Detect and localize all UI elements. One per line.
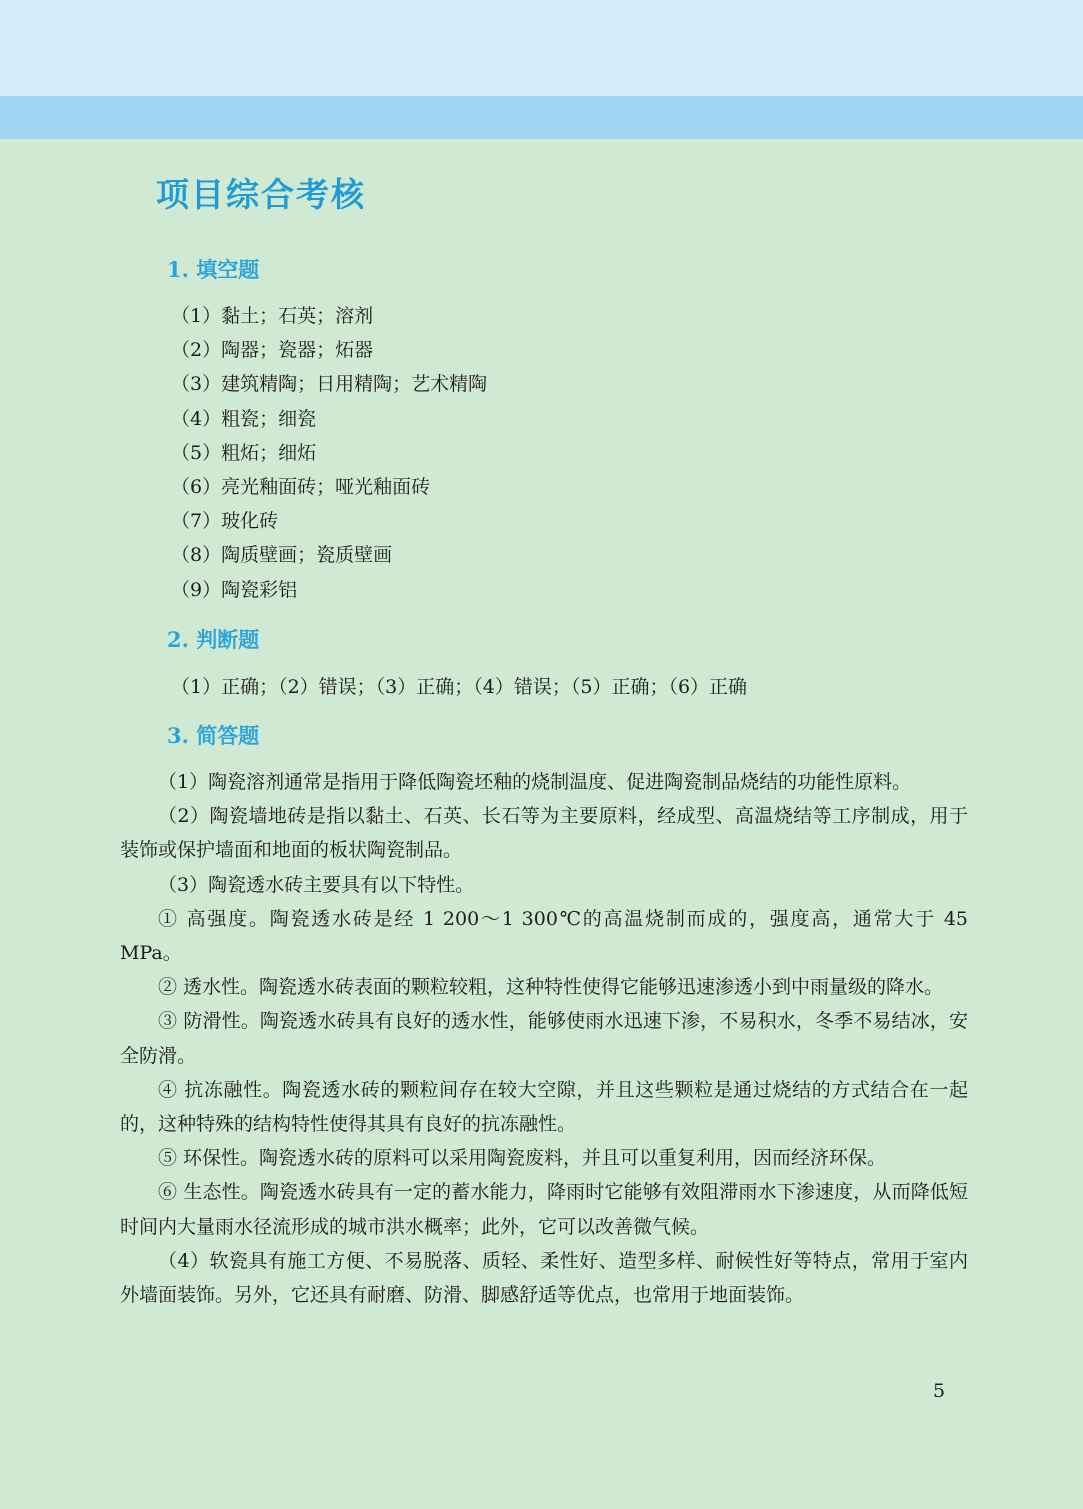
page-title: 项目综合考核 bbox=[156, 175, 366, 214]
header-band-light bbox=[0, 0, 1083, 96]
short-answer-body bbox=[120, 765, 968, 1312]
short-answer-paragraph: ① 高强度。陶瓷透水砖是经 1 200～1 300℃的高温烧制而成的，强度高，通常大于 45 MPa。 bbox=[120, 907, 968, 965]
fill-answer-item: （4）粗瓷；细瓷 bbox=[171, 407, 317, 430]
section-heading-judge: 2. 判断题 bbox=[167, 627, 260, 652]
short-answer-paragraph: ③ 防滑性。陶瓷透水砖具有良好的透水性，能够使雨水迅速下渗，不易积水，冬季不易结冰，安全防滑。 bbox=[120, 1010, 968, 1067]
short-answer-paragraph: （3）陶瓷透水砖主要具有以下特性。 bbox=[158, 873, 475, 896]
short-answer-paragraph: ② 透水性。陶瓷透水砖表面的颗粒较粗，这种特性使得它能够迅速渗透小到中雨量级的降水。 bbox=[158, 976, 944, 999]
fill-answer-item: （2）陶器；瓷器；炻器 bbox=[171, 339, 374, 362]
page-number: 5 bbox=[933, 1380, 946, 1402]
short-answer-paragraph: （1）陶瓷溶剂通常是指用于降低陶瓷坯釉的烧制温度、促进陶瓷制品烧结的功能性原料。 bbox=[158, 771, 912, 793]
short-answer-paragraph: （2）陶瓷墙地砖是指以黏土、石英、长石等为主要原料，经成型、高温烧结等工序制成，用于装饰或保护墙面和地面的板状陶瓷制品。 bbox=[120, 805, 968, 862]
short-answer-paragraph: ⑥ 生态性。陶瓷透水砖具有一定的蓄水能力，降雨时它能够有效阻滞雨水下渗速度，从而降低短时间内大量雨水径流形成的城市洪水概率；此外，它可以改善微气候。 bbox=[120, 1181, 968, 1238]
short-answer-paragraph: ⑤ 环保性。陶瓷透水砖的原料可以采用陶瓷废料，并且可以重复利用，因而经济环保。 bbox=[158, 1147, 887, 1170]
fill-answer-item: （1）黏土；石英；溶剂 bbox=[171, 305, 374, 327]
fill-answer-item: （5）粗炻；细炻 bbox=[171, 441, 317, 464]
section-heading-short: 3. 简答题 bbox=[167, 723, 260, 748]
fill-answer-item: （7）玻化砖 bbox=[171, 510, 279, 533]
fill-answer-item: （6）亮光釉面砖；哑光釉面砖 bbox=[171, 475, 431, 498]
fill-answer-item: （3）建筑精陶；日用精陶；艺术精陶 bbox=[171, 373, 488, 396]
short-answer-paragraph: ④ 抗冻融性。陶瓷透水砖的颗粒间存在较大空隙，并且这些颗粒是通过烧结的方式结合在一起的，这种特殊的结构特性使得其具有良好的抗冻融性。 bbox=[120, 1078, 968, 1136]
fill-answer-list bbox=[171, 299, 487, 607]
section-heading-fill: 1. 填空题 bbox=[167, 257, 260, 282]
judge-answer: （1）正确；（2）错误；（3）正确；（4）错误；（5）正确；（6）正确 bbox=[171, 676, 748, 698]
fill-answer-item: （8）陶质壁画；瓷质壁画 bbox=[171, 544, 393, 567]
fill-answer-item: （9）陶瓷彩铝 bbox=[171, 578, 298, 601]
header-band-blue bbox=[0, 96, 1083, 139]
short-answer-paragraph: （4）软瓷具有施工方便、不易脱落、质轻、柔性好、造型多样、耐候性好等特点，常用于室内外墙面装饰。另外，它还具有耐磨、防滑、脚感舒适等优点，也常用于地面装饰。 bbox=[120, 1249, 968, 1307]
